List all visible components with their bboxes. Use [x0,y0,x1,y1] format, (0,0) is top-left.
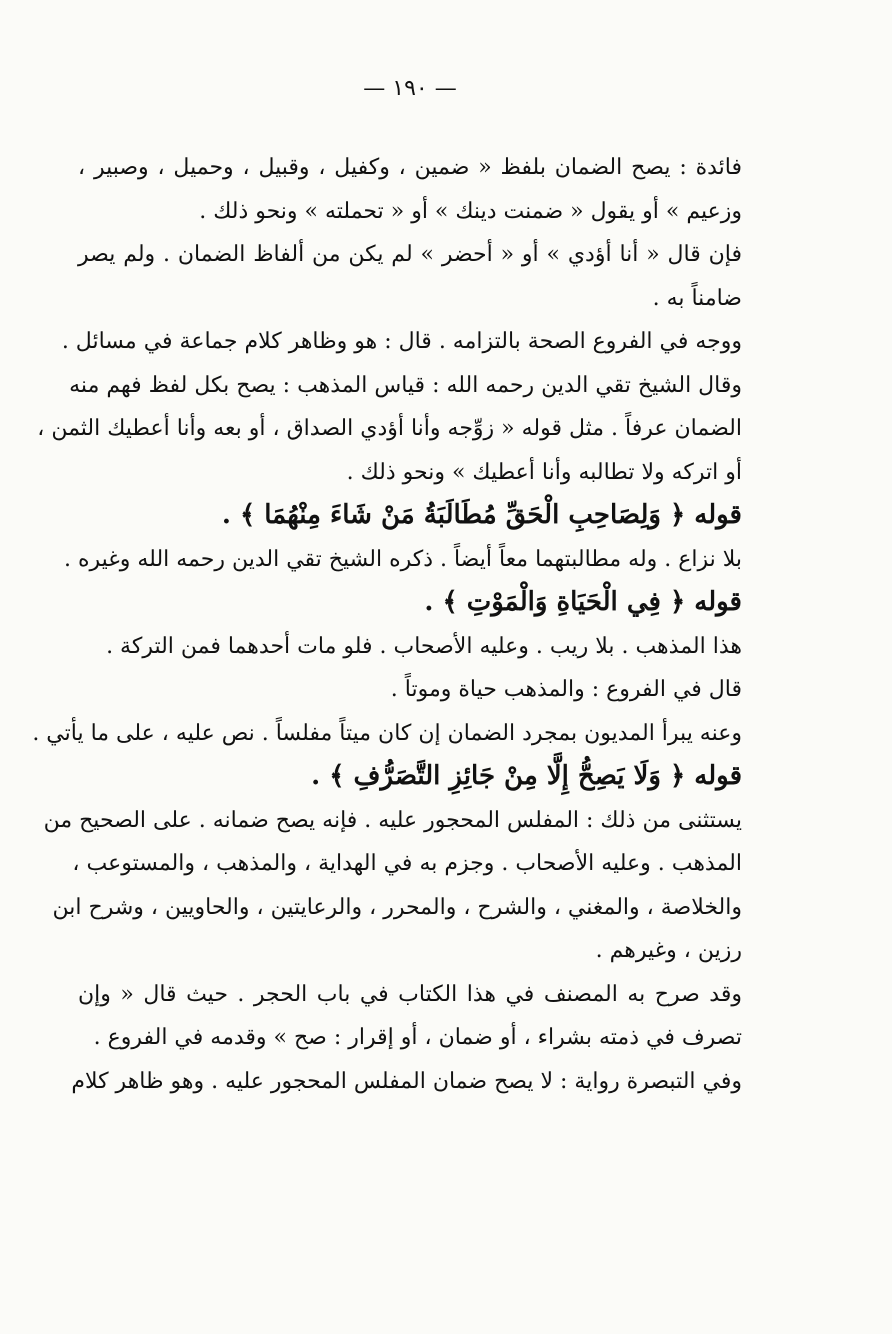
text-line: المذهب . وعليه الأصحاب . وجزم به في الهداية ، والمذهب ، والمستوعب ، [72,851,742,876]
text-line: أو اتركه ولا تطالبه وأنا أعطيك » ونحو ذلك . [346,459,742,485]
text-line: وزعيم » أو يقول « ضمنت دينك » أو « تحملته » ونحو ذلك . [199,198,742,224]
text-line: رزين ، وغيرهم . [595,938,742,963]
quoted-text-line: قوله ﴿ فِي الْحَيَاةِ وَالْمَوْتِ ﴾ . [424,587,742,617]
text-line: ووجه في الفروع الصحة بالتزامه . قال : هو وظاهر كلام جماعة في مسائل . [61,329,742,354]
text-line: وقال الشيخ تقي الدين رحمه الله : قياس المذهب : يصح بكل لفظ فهم منه [69,372,742,398]
page-number: — ١٩٠ — [363,76,457,101]
quoted-text-line: قوله ﴿ وَلِصَاحِبِ الْحَقِّ مُطَالَبَةُ مَنْ شَاءَ مِنْهُمَا ﴾ . [221,500,742,530]
body-text [32,146,742,1103]
text-line: هذا المذهب . بلا ريب . وعليه الأصحاب . فلو مات أحدهما فمن التركة . [106,633,742,659]
text-line: تصرف في ذمته بشراء ، أو ضمان ، أو إقرار : صح » وقدمه في الفروع . [93,1025,742,1050]
text-line: قال في الفروع : والمذهب حياة وموتاً . [390,677,742,702]
text-line: بلا نزاع . وله مطالبتهما معاً أيضاً . ذكره الشيخ تقي الدين رحمه الله وغيره . [63,546,742,572]
text-line: الضمان عرفاً . مثل قوله « زوِّجه وأنا أؤدي الصداق ، أو بعه وأنا أعطيك الثمن ، [37,416,742,441]
text-line: يستثنى من ذلك : المفلس المحجور عليه . فإنه يصح ضمانه . على الصحيح من [43,807,742,833]
text-line: وعنه يبرأ المديون بمجرد الضمان إن كان ميتاً مفلساً . نص عليه ، على ما يأتي . [32,720,742,746]
text-line: ضامناً به . [652,285,742,311]
text-line: وفي التبصرة رواية : لا يصح ضمان المفلس المحجور عليه . وهو ظاهر كلام [71,1068,742,1094]
text-line: فإن قال « أنا أؤدي » أو « أحضر » لم يكن من ألفاظ الضمان . ولم يصر [78,242,742,267]
quoted-text-line: قوله ﴿ وَلَا يَصِحُّ إِلَّا مِنْ جَائِزِ التَّصَرُّفِ ﴾ . [311,761,742,791]
text-line: وقد صرح به المصنف في هذا الكتاب في باب الحجر . حيث قال « وإن [78,981,742,1007]
text-line: فائدة : يصح الضمان بلفظ « ضمين ، وكفيل ، وقبيل ، وحميل ، وصبير ، [78,155,742,180]
text-line: والخلاصة ، والمغني ، والشرح ، والمحرر ، والرعايتين ، والحاويين ، وشرح ابن [52,894,742,920]
